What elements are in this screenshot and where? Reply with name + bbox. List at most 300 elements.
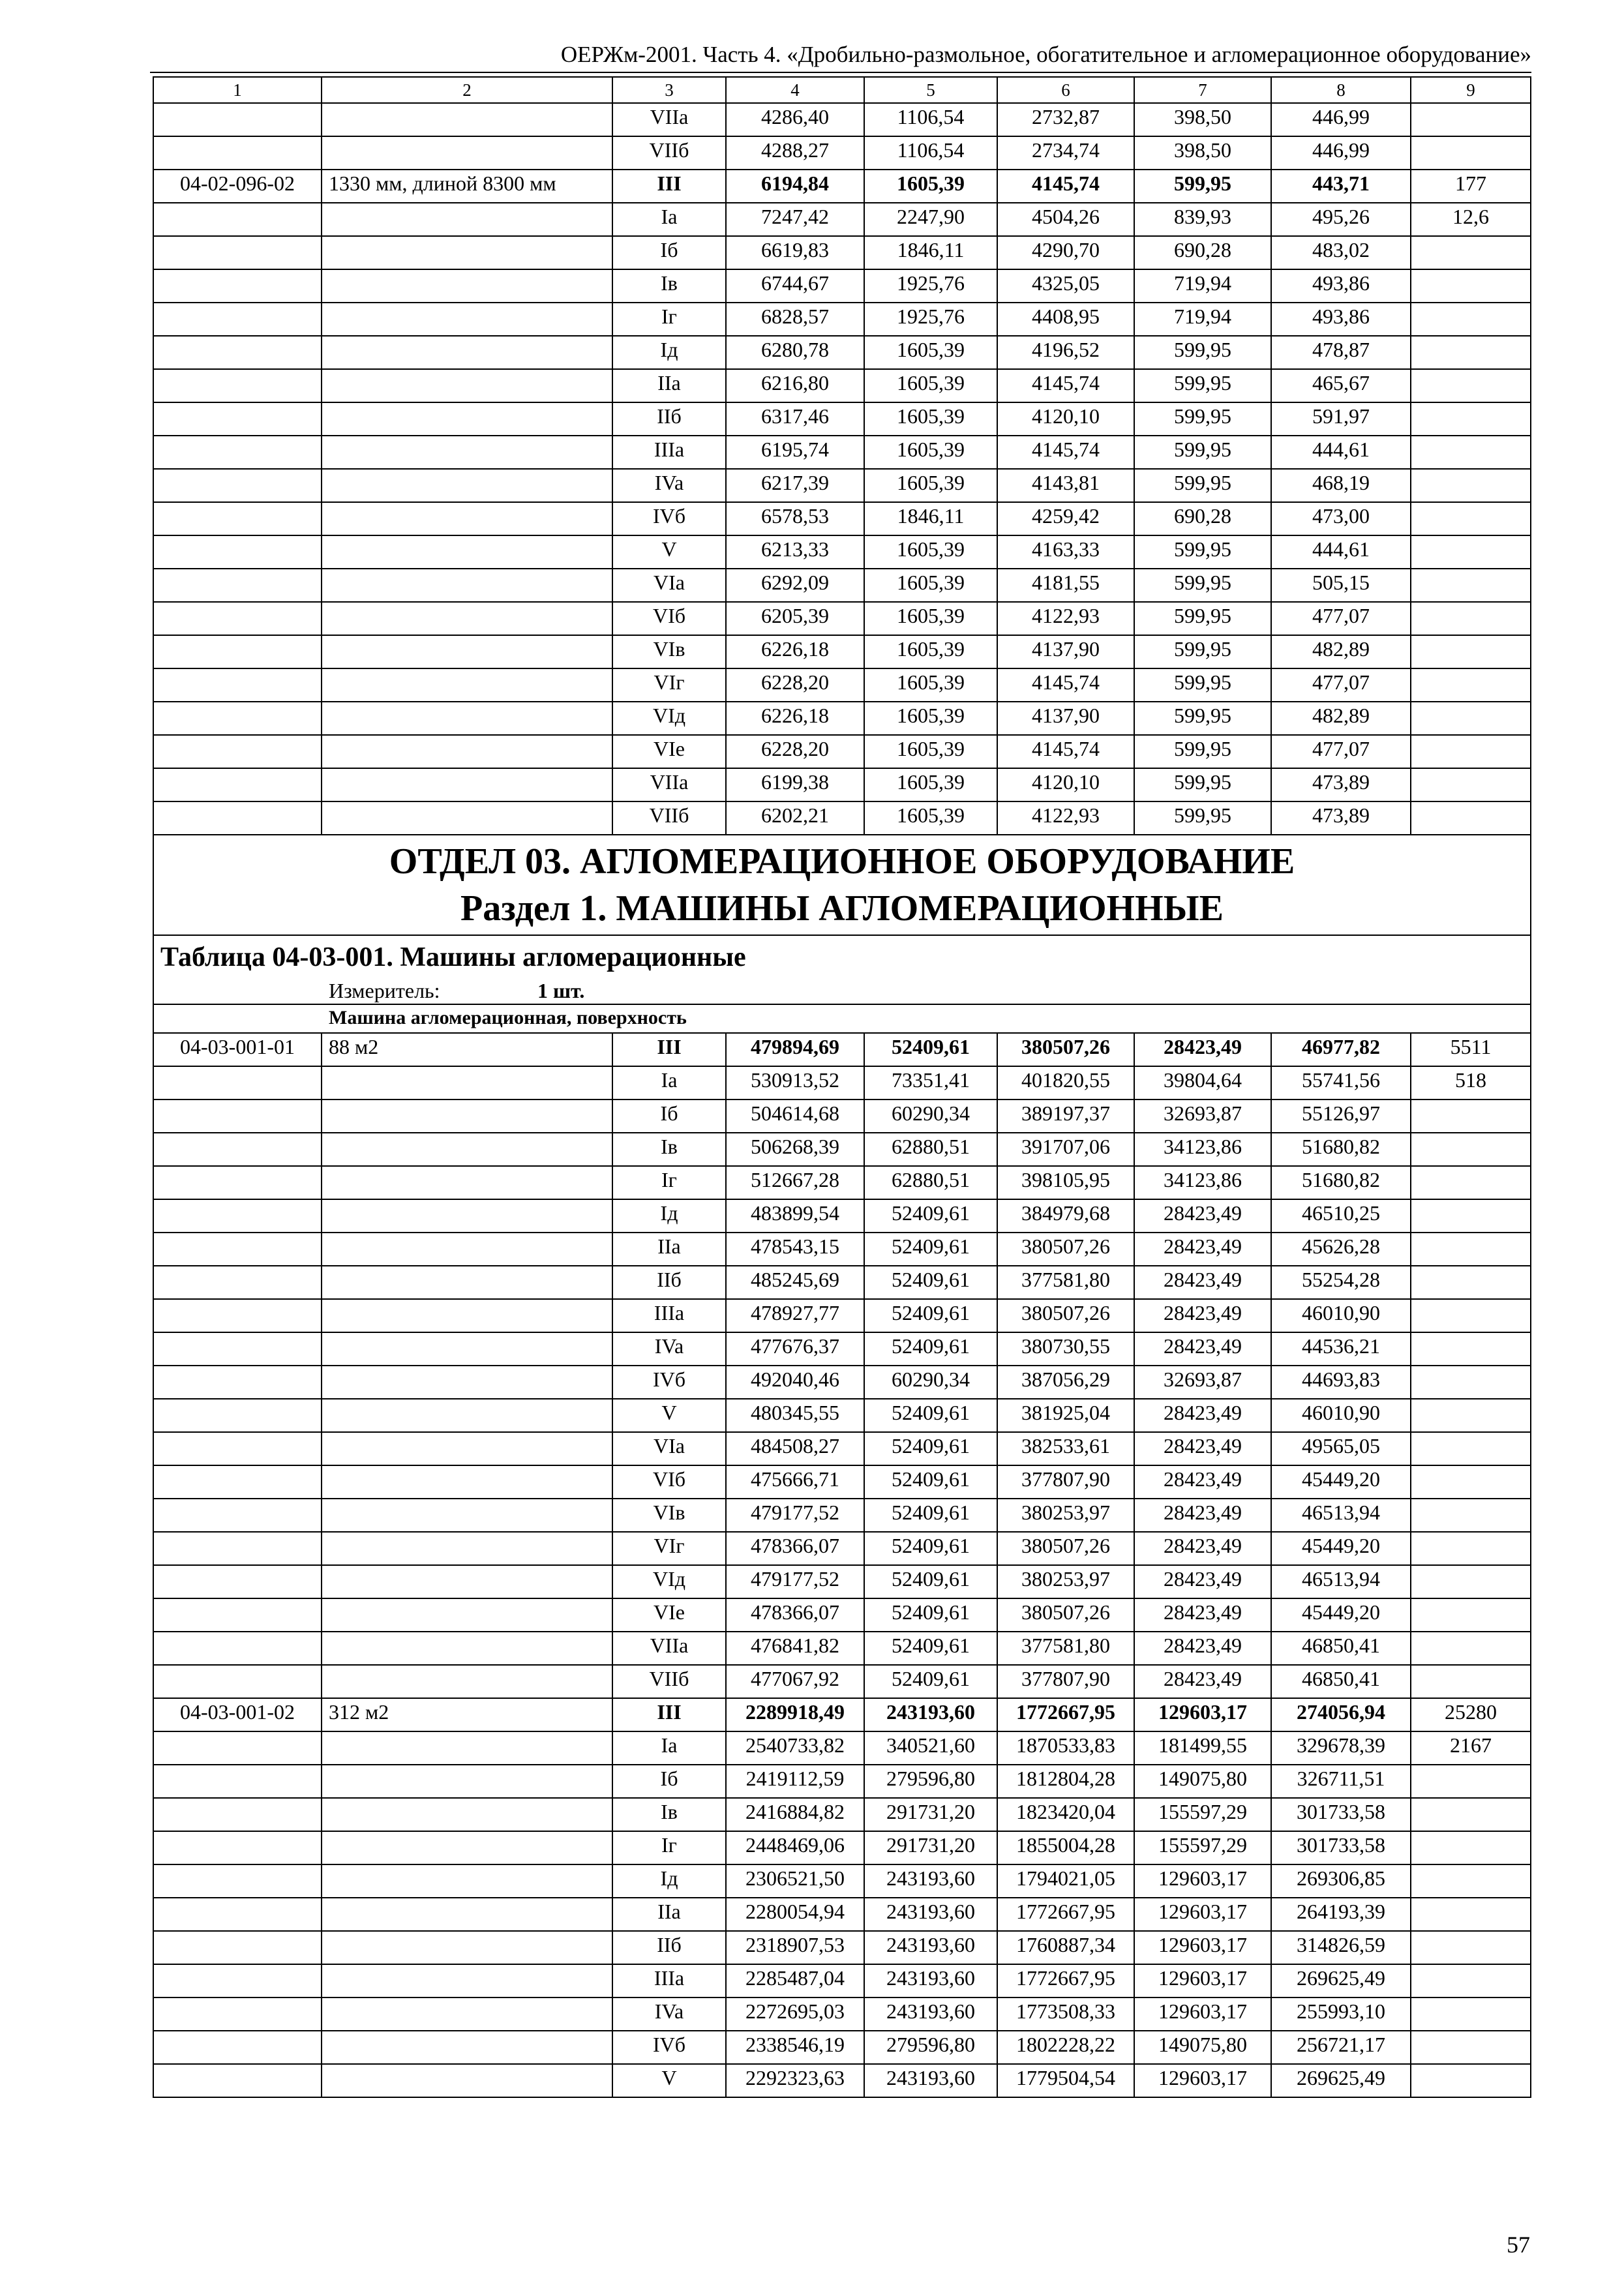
operator-wage-cell: 28423,49 <box>1134 1465 1271 1499</box>
machine-cost-cell: 4325,05 <box>997 269 1134 303</box>
machine-cost-cell: 1779504,54 <box>997 2064 1134 2097</box>
zone-cell: VIб <box>612 1465 726 1499</box>
price-code-cell <box>153 1632 322 1665</box>
column-number: 7 <box>1134 77 1271 103</box>
zone-cell: Iд <box>612 1199 726 1233</box>
zone-cell: Iв <box>612 269 726 303</box>
materials-cost-cell: 446,99 <box>1271 103 1411 136</box>
description-cell <box>322 1399 612 1432</box>
price-code-cell <box>153 1864 322 1898</box>
machine-cost-cell: 2734,74 <box>997 136 1134 170</box>
total-cost-cell: 6195,74 <box>726 436 864 469</box>
materials-cost-cell: 591,97 <box>1271 402 1411 436</box>
description-cell <box>322 1898 612 1931</box>
description-cell <box>322 1432 612 1465</box>
table-row <box>153 1233 1531 1266</box>
price-code-cell <box>153 1233 322 1266</box>
labor-hours-cell <box>1411 1499 1531 1532</box>
header-rule <box>150 72 1531 73</box>
machine-cost-cell: 384979,68 <box>997 1199 1134 1233</box>
zone-cell: IVб <box>612 1366 726 1399</box>
total-cost-cell: 6280,78 <box>726 336 864 369</box>
materials-cost-cell: 482,89 <box>1271 635 1411 668</box>
labor-hours-cell <box>1411 1100 1531 1133</box>
materials-cost-cell: 46010,90 <box>1271 1399 1411 1432</box>
total-cost-cell: 2285487,04 <box>726 1964 864 1997</box>
zone-cell: IVб <box>612 502 726 535</box>
table-row <box>153 369 1531 402</box>
machine-cost-cell: 389197,37 <box>997 1100 1134 1133</box>
labor-hours-cell <box>1411 1532 1531 1565</box>
total-cost-cell: 484508,27 <box>726 1432 864 1465</box>
machine-cost-cell: 1870533,83 <box>997 1731 1134 1765</box>
labor-cost-cell: 291731,20 <box>864 1831 997 1864</box>
total-cost-cell: 2289918,49 <box>726 1698 864 1731</box>
labor-cost-cell: 52409,61 <box>864 1598 997 1632</box>
table-row <box>153 735 1531 768</box>
materials-cost-cell: 477,07 <box>1271 602 1411 635</box>
price-code-cell <box>153 1133 322 1166</box>
machine-cost-cell: 380730,55 <box>997 1332 1134 1366</box>
materials-cost-cell: 477,07 <box>1271 668 1411 702</box>
description-cell <box>322 436 612 469</box>
labor-hours-cell <box>1411 1166 1531 1199</box>
price-code-cell <box>153 369 322 402</box>
zone-cell: VIIб <box>612 1665 726 1698</box>
operator-wage-cell: 28423,49 <box>1134 1432 1271 1465</box>
labor-hours-cell <box>1411 236 1531 269</box>
table-row <box>153 1598 1531 1632</box>
materials-cost-cell: 51680,82 <box>1271 1133 1411 1166</box>
operator-wage-cell: 34123,86 <box>1134 1133 1271 1166</box>
zone-cell: Iг <box>612 303 726 336</box>
operator-wage-cell: 599,95 <box>1134 702 1271 735</box>
zone-cell: Iд <box>612 336 726 369</box>
labor-cost-cell: 1605,39 <box>864 336 997 369</box>
labor-cost-cell: 340521,60 <box>864 1731 997 1765</box>
labor-cost-cell: 52409,61 <box>864 1532 997 1565</box>
zone-cell: VIIa <box>612 1632 726 1665</box>
materials-cost-cell: 505,15 <box>1271 569 1411 602</box>
labor-cost-cell: 243193,60 <box>864 1864 997 1898</box>
description-cell <box>322 1798 612 1831</box>
operator-wage-cell: 39804,64 <box>1134 1066 1271 1100</box>
total-cost-cell: 6619,83 <box>726 236 864 269</box>
table-row <box>153 269 1531 303</box>
labor-hours-cell <box>1411 402 1531 436</box>
labor-hours-cell <box>1411 1632 1531 1665</box>
labor-hours-cell: 177 <box>1411 170 1531 203</box>
labor-hours-cell <box>1411 569 1531 602</box>
total-cost-cell: 480345,55 <box>726 1399 864 1432</box>
materials-cost-cell: 46010,90 <box>1271 1299 1411 1332</box>
total-cost-cell: 6199,38 <box>726 768 864 801</box>
table-row <box>153 2031 1531 2064</box>
labor-hours-cell <box>1411 1598 1531 1632</box>
table-row <box>153 1765 1531 1798</box>
price-code-cell <box>153 1066 322 1100</box>
materials-cost-cell: 269625,49 <box>1271 1964 1411 1997</box>
description-cell <box>322 1332 612 1366</box>
machine-cost-cell: 2732,87 <box>997 103 1134 136</box>
price-code-cell <box>153 635 322 668</box>
materials-cost-cell: 45449,20 <box>1271 1532 1411 1565</box>
price-code-cell <box>153 1565 322 1598</box>
labor-cost-cell: 52409,61 <box>864 1299 997 1332</box>
labor-cost-cell: 52409,61 <box>864 1499 997 1532</box>
table-row <box>153 1831 1531 1864</box>
price-code-cell <box>153 768 322 801</box>
price-code-cell <box>153 1598 322 1632</box>
total-cost-cell: 6226,18 <box>726 635 864 668</box>
table-row <box>153 801 1531 835</box>
zone-cell: IIIa <box>612 436 726 469</box>
zone-cell: VIд <box>612 702 726 735</box>
labor-hours-cell <box>1411 1199 1531 1233</box>
machine-cost-cell: 4143,81 <box>997 469 1134 502</box>
price-code-cell <box>153 1931 322 1964</box>
total-cost-cell: 6213,33 <box>726 535 864 569</box>
materials-cost-cell: 51680,82 <box>1271 1166 1411 1199</box>
labor-hours-cell <box>1411 535 1531 569</box>
price-code-cell <box>153 1266 322 1299</box>
operator-wage-cell: 32693,87 <box>1134 1366 1271 1399</box>
table-row <box>153 1964 1531 1997</box>
labor-cost-cell: 1106,54 <box>864 103 997 136</box>
table-row <box>153 402 1531 436</box>
zone-cell: Iб <box>612 1100 726 1133</box>
operator-wage-cell: 599,95 <box>1134 768 1271 801</box>
labor-hours-cell <box>1411 2031 1531 2064</box>
labor-cost-cell: 62880,51 <box>864 1166 997 1199</box>
zone-cell: IIa <box>612 1233 726 1266</box>
zone-cell: Iб <box>612 1765 726 1798</box>
zone-cell: Iв <box>612 1133 726 1166</box>
materials-cost-cell: 446,99 <box>1271 136 1411 170</box>
total-cost-cell: 504614,68 <box>726 1100 864 1133</box>
labor-cost-cell: 243193,60 <box>864 1931 997 1964</box>
price-code-cell <box>153 2064 322 2097</box>
machine-cost-cell: 1773508,33 <box>997 1997 1134 2031</box>
operator-wage-cell: 599,95 <box>1134 336 1271 369</box>
description-cell: 88 м2 <box>322 1033 612 1066</box>
description-cell <box>322 1765 612 1798</box>
description-cell <box>322 1731 612 1765</box>
price-code-cell <box>153 1432 322 1465</box>
table-row <box>153 303 1531 336</box>
zone-cell: VIд <box>612 1565 726 1598</box>
total-cost-cell: 6228,20 <box>726 668 864 702</box>
block-04-03-001-02-rows <box>153 1698 1531 2097</box>
materials-cost-cell: 269625,49 <box>1271 2064 1411 2097</box>
materials-cost-cell: 46510,25 <box>1271 1199 1411 1233</box>
operator-wage-cell: 28423,49 <box>1134 1266 1271 1299</box>
labor-cost-cell: 52409,61 <box>864 1399 997 1432</box>
operator-wage-cell: 155597,29 <box>1134 1798 1271 1831</box>
description-cell <box>322 2064 612 2097</box>
price-code-cell <box>153 1997 322 2031</box>
column-number: 6 <box>997 77 1134 103</box>
machine-cost-cell: 380507,26 <box>997 1033 1134 1066</box>
machine-cost-cell: 382533,61 <box>997 1432 1134 1465</box>
department-title: ОТДЕЛ 03. АГЛОМЕРАЦИОННОЕ ОБОРУДОВАНИЕ <box>389 841 1295 882</box>
zone-cell: IVa <box>612 469 726 502</box>
materials-cost-cell: 477,07 <box>1271 735 1411 768</box>
measure-unit: 1 шт. <box>537 979 585 1002</box>
labor-hours-cell <box>1411 1765 1531 1798</box>
machine-cost-cell: 4145,74 <box>997 735 1134 768</box>
total-cost-cell: 4286,40 <box>726 103 864 136</box>
materials-cost-cell: 55254,28 <box>1271 1266 1411 1299</box>
machine-cost-cell: 380507,26 <box>997 1532 1134 1565</box>
price-code-cell <box>153 801 322 835</box>
price-code-cell <box>153 1798 322 1831</box>
operator-wage-cell: 28423,49 <box>1134 1565 1271 1598</box>
total-cost-cell: 2540733,82 <box>726 1731 864 1765</box>
labor-cost-cell: 2247,90 <box>864 203 997 236</box>
labor-cost-cell: 243193,60 <box>864 1898 997 1931</box>
labor-hours-cell: 2167 <box>1411 1731 1531 1765</box>
zone-cell: IIб <box>612 1266 726 1299</box>
operator-wage-cell: 28423,49 <box>1134 1332 1271 1366</box>
table-row <box>153 1731 1531 1765</box>
table-row <box>153 1166 1531 1199</box>
labor-hours-cell <box>1411 1399 1531 1432</box>
labor-cost-cell: 52409,61 <box>864 1665 997 1698</box>
operator-wage-cell: 599,95 <box>1134 402 1271 436</box>
labor-cost-cell: 1605,39 <box>864 602 997 635</box>
materials-cost-cell: 264193,39 <box>1271 1898 1411 1931</box>
zone-cell: IIб <box>612 402 726 436</box>
materials-cost-cell: 46513,94 <box>1271 1565 1411 1598</box>
labor-hours-cell <box>1411 1465 1531 1499</box>
labor-hours-cell <box>1411 2064 1531 2097</box>
labor-cost-cell: 1605,39 <box>864 801 997 835</box>
column-numbers-row <box>153 77 1531 103</box>
zone-cell: IIб <box>612 1931 726 1964</box>
table-row <box>153 502 1531 535</box>
operator-wage-cell: 599,95 <box>1134 668 1271 702</box>
zone-cell: V <box>612 535 726 569</box>
zone-cell: VIe <box>612 1598 726 1632</box>
price-code-cell <box>153 1399 322 1432</box>
table-row <box>153 1332 1531 1366</box>
machine-cost-cell: 4120,10 <box>997 768 1134 801</box>
column-number: 5 <box>864 77 997 103</box>
machine-cost-cell: 4137,90 <box>997 702 1134 735</box>
section-heading-row <box>153 835 1531 935</box>
description-cell <box>322 702 612 735</box>
labor-cost-cell: 1605,39 <box>864 369 997 402</box>
table-row <box>153 1798 1531 1831</box>
labor-cost-cell: 60290,34 <box>864 1100 997 1133</box>
table-row <box>153 436 1531 469</box>
table-row <box>153 1665 1531 1698</box>
total-cost-cell: 506268,39 <box>726 1133 864 1166</box>
operator-wage-cell: 398,50 <box>1134 136 1271 170</box>
section-heading <box>153 835 1531 1033</box>
subheading: Машина агломерационная, поверхность <box>153 1004 1531 1033</box>
price-code-cell: 04-03-001-01 <box>153 1033 322 1066</box>
price-code-cell <box>153 602 322 635</box>
labor-hours-cell <box>1411 436 1531 469</box>
labor-hours-cell <box>1411 1831 1531 1864</box>
total-cost-cell: 6317,46 <box>726 402 864 436</box>
zone-cell: Ia <box>612 1066 726 1100</box>
zone-cell: VIa <box>612 569 726 602</box>
zone-cell: VIIa <box>612 768 726 801</box>
table-row <box>153 1565 1531 1598</box>
table-row <box>153 103 1531 136</box>
labor-cost-cell: 1605,39 <box>864 170 997 203</box>
machine-cost-cell: 4122,93 <box>997 602 1134 635</box>
total-cost-cell: 476841,82 <box>726 1632 864 1665</box>
description-cell <box>322 1964 612 1997</box>
operator-wage-cell: 129603,17 <box>1134 1864 1271 1898</box>
machine-cost-cell: 401820,55 <box>997 1066 1134 1100</box>
total-cost-cell: 2292323,63 <box>726 2064 864 2097</box>
zone-cell: VIг <box>612 668 726 702</box>
description-cell <box>322 1997 612 2031</box>
labor-cost-cell: 52409,61 <box>864 1266 997 1299</box>
zone-cell: VIб <box>612 602 726 635</box>
price-code-cell <box>153 336 322 369</box>
description-cell <box>322 735 612 768</box>
description-cell <box>322 1864 612 1898</box>
total-cost-cell: 478927,77 <box>726 1299 864 1332</box>
operator-wage-cell: 398,50 <box>1134 103 1271 136</box>
machine-cost-cell: 4120,10 <box>997 402 1134 436</box>
zone-cell: III <box>612 1698 726 1731</box>
zone-cell: IIa <box>612 369 726 402</box>
machine-cost-cell: 4163,33 <box>997 535 1134 569</box>
machine-cost-cell: 4181,55 <box>997 569 1134 602</box>
labor-cost-cell: 60290,34 <box>864 1366 997 1399</box>
description-cell <box>322 1066 612 1100</box>
description-cell <box>322 1299 612 1332</box>
operator-wage-cell: 599,95 <box>1134 602 1271 635</box>
machine-cost-cell: 391707,06 <box>997 1133 1134 1166</box>
labor-hours-cell: 5511 <box>1411 1033 1531 1066</box>
description-cell <box>322 1532 612 1565</box>
description-cell <box>322 768 612 801</box>
total-cost-cell: 477067,92 <box>726 1665 864 1698</box>
labor-cost-cell: 279596,80 <box>864 1765 997 1798</box>
labor-cost-cell: 52409,61 <box>864 1632 997 1665</box>
table-row <box>153 336 1531 369</box>
table-row <box>153 170 1531 203</box>
measure-label: Измеритель: <box>329 979 440 1002</box>
price-code-cell <box>153 103 322 136</box>
description-cell <box>322 1831 612 1864</box>
labor-cost-cell: 1605,39 <box>864 535 997 569</box>
description-cell <box>322 303 612 336</box>
labor-hours-cell <box>1411 768 1531 801</box>
operator-wage-cell: 149075,80 <box>1134 2031 1271 2064</box>
table-row <box>153 1299 1531 1332</box>
description-cell <box>322 469 612 502</box>
machine-cost-cell: 4290,70 <box>997 236 1134 269</box>
machine-cost-cell: 380507,26 <box>997 1299 1134 1332</box>
table-row <box>153 668 1531 702</box>
description-cell <box>322 1133 612 1166</box>
materials-cost-cell: 465,67 <box>1271 369 1411 402</box>
zone-cell: VIв <box>612 1499 726 1532</box>
operator-wage-cell: 129603,17 <box>1134 1964 1271 1997</box>
price-code-cell <box>153 1332 322 1366</box>
operator-wage-cell: 599,95 <box>1134 469 1271 502</box>
description-cell <box>322 1598 612 1632</box>
table-row <box>153 203 1531 236</box>
operator-wage-cell: 28423,49 <box>1134 1299 1271 1332</box>
zone-cell: IVa <box>612 1332 726 1366</box>
part-title: Раздел 1. МАШИНЫ АГЛОМЕРАЦИОННЫЕ <box>460 888 1224 929</box>
description-cell <box>322 1266 612 1299</box>
description-cell <box>322 1199 612 1233</box>
total-cost-cell: 477676,37 <box>726 1332 864 1366</box>
table-row <box>153 1997 1531 2031</box>
description-cell <box>322 1100 612 1133</box>
operator-wage-cell: 129603,17 <box>1134 1931 1271 1964</box>
materials-cost-cell: 46977,82 <box>1271 1033 1411 1066</box>
description-cell <box>322 502 612 535</box>
table-row <box>153 136 1531 170</box>
labor-cost-cell: 52409,61 <box>864 1199 997 1233</box>
materials-cost-cell: 274056,94 <box>1271 1698 1411 1731</box>
description-cell <box>322 1465 612 1499</box>
machine-cost-cell: 4504,26 <box>997 203 1134 236</box>
materials-cost-cell: 483,02 <box>1271 236 1411 269</box>
materials-cost-cell: 482,89 <box>1271 702 1411 735</box>
description-cell <box>322 2031 612 2064</box>
description-cell <box>322 1565 612 1598</box>
price-code-cell <box>153 469 322 502</box>
zone-cell: Iв <box>612 1798 726 1831</box>
machine-cost-cell: 1772667,95 <box>997 1964 1134 1997</box>
materials-cost-cell: 301733,58 <box>1271 1831 1411 1864</box>
zone-cell: Iб <box>612 236 726 269</box>
total-cost-cell: 2306521,50 <box>726 1864 864 1898</box>
materials-cost-cell: 49565,05 <box>1271 1432 1411 1465</box>
description-cell <box>322 635 612 668</box>
zone-cell: VIa <box>612 1432 726 1465</box>
labor-hours-cell <box>1411 1864 1531 1898</box>
measure-row <box>153 978 1531 1004</box>
machine-cost-cell: 4145,74 <box>997 170 1134 203</box>
zone-cell: VIIб <box>612 136 726 170</box>
table-row <box>153 1066 1531 1100</box>
materials-cost-cell: 44536,21 <box>1271 1332 1411 1366</box>
description-cell <box>322 203 612 236</box>
labor-hours-cell <box>1411 668 1531 702</box>
total-cost-cell: 2448469,06 <box>726 1831 864 1864</box>
operator-wage-cell: 599,95 <box>1134 801 1271 835</box>
materials-cost-cell: 45449,20 <box>1271 1465 1411 1499</box>
zone-cell: Iг <box>612 1831 726 1864</box>
section-title-cell <box>153 835 1531 935</box>
labor-hours-cell <box>1411 369 1531 402</box>
description-cell <box>322 103 612 136</box>
table-row <box>153 1100 1531 1133</box>
labor-hours-cell <box>1411 1432 1531 1465</box>
materials-cost-cell: 493,86 <box>1271 303 1411 336</box>
labor-cost-cell: 291731,20 <box>864 1798 997 1831</box>
price-code-cell <box>153 1898 322 1931</box>
table-row <box>153 1199 1531 1233</box>
operator-wage-cell: 129603,17 <box>1134 2064 1271 2097</box>
labor-hours-cell <box>1411 1299 1531 1332</box>
price-code-cell <box>153 303 322 336</box>
